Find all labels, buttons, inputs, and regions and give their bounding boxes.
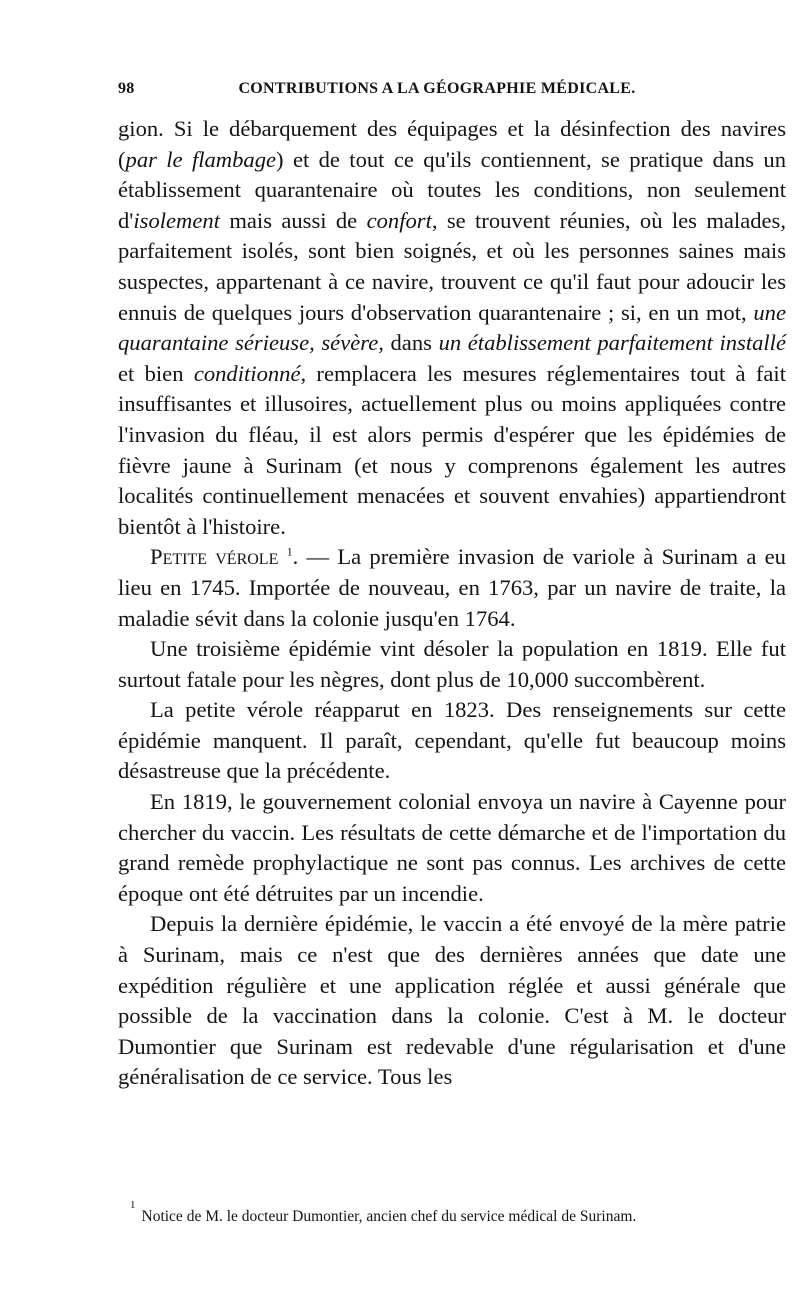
text-run: gion. Si le débarquement des équipages et la désinfection des navires (: [118, 116, 786, 172]
paragraph-quarantine: [118, 114, 786, 542]
text-run: et bien: [118, 360, 194, 386]
paragraph-vaccine-cayenne: En 1819, le gouvernement colonial envoya un navire à Cayenne pour chercher du vaccin. Les résultats de cette démarche et de l'importation du grand remède prophylactique ne sont pas connus. Les archives de cette époque ont été détruites par un incendie.: [118, 789, 786, 906]
italic-run: par le flambage: [125, 146, 277, 172]
body-text: [118, 114, 786, 1093]
text-run: . — La première invasion de variole à Surinam a eu lieu en 1745. Importée de nouveau, en 1763, par un navire de traite, la maladie sévit dans la colonie jusqu'en 1764.: [118, 544, 786, 631]
text-run: , se trouvent réunies, où les malades, parfaitement isolés, sont bien soignés, et où les personnes saines mais suspectes, appartenant à ce navire, trouvent ce qu'il faut pour adoucir les ennuis de quelques jours d'observation quarantenaire ; si, en un mot,: [118, 207, 786, 325]
paragraph-smallpox: [118, 542, 786, 634]
section-heading: Petite vérole: [150, 544, 279, 570]
paragraph-vaccination: Depuis la dernière épidémie, le vaccin a été envoyé de la mère patrie à Surinam, mais ce n'est que des dernières années que date une expédition régulière et une application réglée et aussi générale que possible de la vaccination dans la colonie. C'est à M. le docteur Dumontier que Surinam est redevable d'une régularisation et d'une généralisation de ce service. Tous les: [118, 911, 786, 1090]
footnote-reference: 1: [286, 544, 293, 559]
footnote-text: Notice de M. le docteur Dumontier, ancien chef du service médical de Surinam.: [141, 1208, 637, 1225]
text-run: , remplacera les mesures réglementaires tout à fait insuffisantes et illusoires, actuellement plus ou moins appliquées contre l'invasion du fléau, il est alors permis d'espérer que les épidémies de fièvre jaune à Surinam (et nous y comprenons également les autres localités continuellement menacées et souvent envahies) appartiendront bientôt à l'histoire.: [118, 360, 786, 539]
paragraph-1823-epidemic: La petite vérole réapparut en 1823. Des renseignements sur cette épidémie manquent. Il paraît, cependant, qu'elle fut beaucoup moins désastreuse que la précédente.: [118, 697, 786, 784]
text-run: dans: [383, 330, 439, 356]
page: [118, 80, 786, 1093]
italic-run: conditionné: [193, 360, 301, 386]
running-title: CONTRIBUTIONS A LA GÉOGRAPHIE MÉDICALE.: [238, 80, 636, 97]
page-number: 98: [118, 80, 135, 97]
italic-run: une quarantaine sérieuse, sévère,: [118, 299, 786, 356]
italic-run: confort: [366, 207, 432, 233]
footnote: [118, 1199, 786, 1229]
running-header: [118, 80, 786, 114]
italic-run: isolement: [133, 207, 220, 233]
italic-run: un établissement parfaitement installé: [438, 330, 786, 356]
text-run: ) et de tout ce qu'ils contiennent, se pratique dans un établissement quarantenaire où toutes les conditions, non seulement d': [118, 146, 786, 233]
footnote-mark: 1: [130, 1199, 136, 1211]
text-run: mais aussi de: [219, 207, 367, 233]
paragraph-1819-epidemic: Une troisième épidémie vint désoler la population en 1819. Elle fut surtout fatale pour les nègres, dont plus de 10,000 succombèrent.: [118, 636, 786, 692]
